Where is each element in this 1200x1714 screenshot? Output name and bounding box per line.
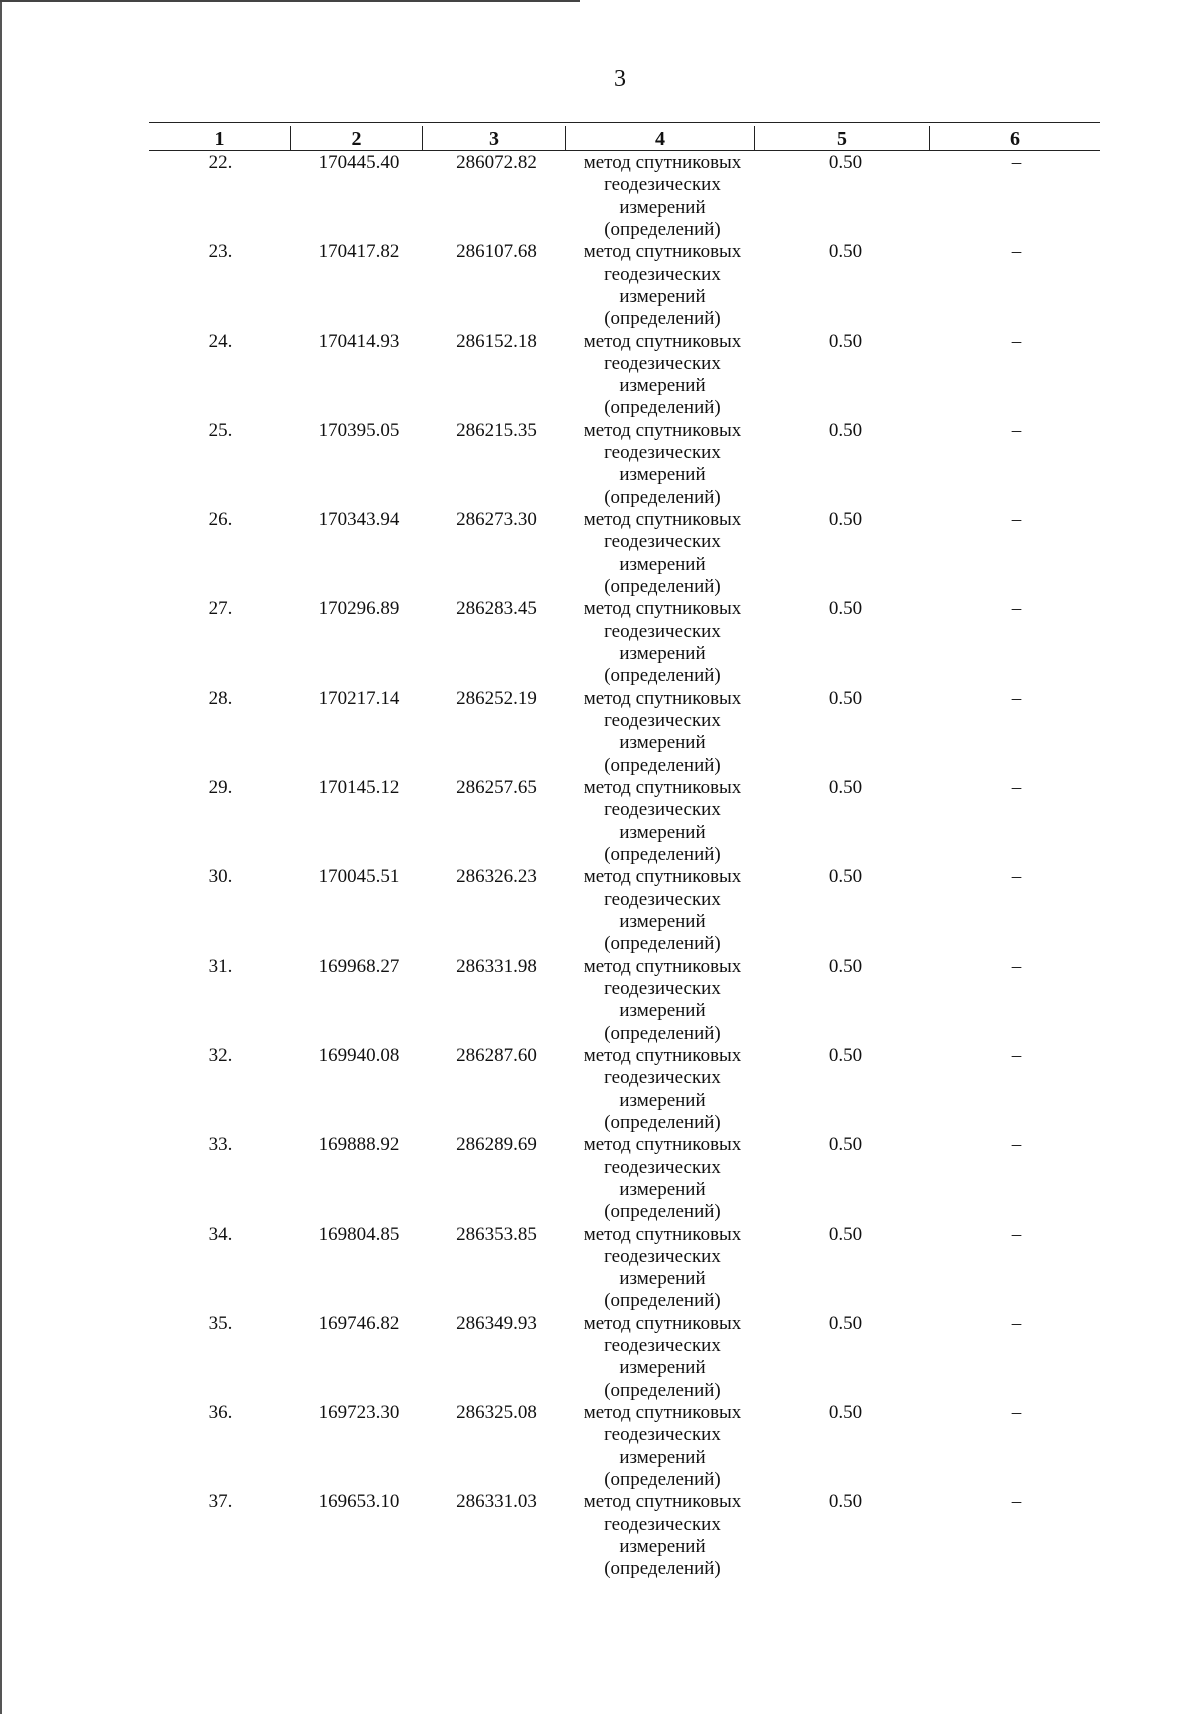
x-coordinate-cell: 169746.82	[318, 1312, 400, 1334]
point-number-cell: 22.	[208, 152, 233, 173]
point-number-cell: 34.	[208, 1223, 233, 1245]
method-line: геодезических	[604, 1245, 721, 1267]
x-coordinate-cell: 169888.92	[318, 1134, 400, 1156]
x-coordinate-cell: 170296.89	[318, 598, 400, 620]
method-line: измерений	[619, 1446, 706, 1468]
method-line: измерений	[619, 732, 706, 754]
accuracy-cell: 0.50	[828, 687, 863, 709]
method-line: (определений)	[604, 1201, 721, 1223]
table-row	[149, 509, 1100, 598]
y-coordinate-cell: 286287.60	[456, 1044, 537, 1066]
note-cell: –	[1011, 1402, 1022, 1424]
method-line: метод спутниковых	[583, 241, 742, 263]
table-body	[149, 152, 1100, 1581]
x-coordinate-cell: 169653.10	[318, 1491, 400, 1513]
method-line: (определений)	[604, 1558, 721, 1580]
header-col-1: 1	[214, 128, 225, 150]
x-coordinate-cell: 169940.08	[318, 1044, 400, 1066]
note-cell: –	[1011, 1044, 1022, 1066]
accuracy-cell: 0.50	[828, 1491, 863, 1513]
header-col-5: 5	[754, 126, 929, 150]
method-line: геодезических	[604, 352, 721, 374]
method-cell	[565, 1491, 754, 1580]
method-line: измерений	[619, 1357, 706, 1379]
note-cell: –	[1011, 1223, 1022, 1245]
method-line: метод спутниковых	[583, 1044, 742, 1066]
method-line: (определений)	[604, 576, 721, 598]
table-row	[149, 1224, 1100, 1313]
accuracy-cell: 0.50	[828, 509, 863, 531]
x-coordinate-cell: 170414.93	[318, 330, 400, 352]
note-cell: –	[1011, 419, 1022, 441]
method-line: метод спутниковых	[583, 509, 742, 531]
y-coordinate-cell: 286326.23	[456, 866, 537, 888]
accuracy-cell: 0.50	[828, 1312, 863, 1334]
y-coordinate-cell: 286252.19	[456, 687, 537, 709]
table-row	[149, 1313, 1100, 1402]
accuracy-cell: 0.50	[828, 152, 863, 173]
method-line: метод спутниковых	[583, 866, 742, 888]
method-line: геодезических	[604, 263, 721, 285]
method-line: (определений)	[604, 1290, 721, 1312]
x-coordinate-cell: 169723.30	[318, 1402, 400, 1424]
y-coordinate-cell: 286331.98	[456, 955, 537, 977]
method-line: геодезических	[604, 531, 721, 553]
note-cell: –	[1011, 777, 1022, 799]
point-number-cell: 30.	[208, 866, 233, 888]
method-line: (определений)	[604, 1469, 721, 1491]
page-number: 3	[614, 66, 626, 92]
method-cell	[565, 777, 754, 866]
method-line: геодезических	[604, 442, 721, 464]
x-coordinate-cell: 170217.14	[318, 687, 400, 709]
point-number-cell: 32.	[208, 1044, 233, 1066]
method-line: измерений	[619, 643, 706, 665]
method-cell	[565, 1402, 754, 1491]
table-row	[149, 956, 1100, 1045]
table-row	[149, 1134, 1100, 1223]
y-coordinate-cell: 286072.82	[456, 152, 537, 173]
method-cell	[565, 420, 754, 509]
note-cell: –	[1011, 241, 1022, 263]
table-row	[149, 1045, 1100, 1134]
accuracy-cell: 0.50	[828, 955, 863, 977]
method-line: измерений	[619, 910, 706, 932]
method-line: метод спутниковых	[583, 1402, 742, 1424]
accuracy-cell: 0.50	[828, 777, 863, 799]
method-line: измерений	[619, 375, 706, 397]
method-line: (определений)	[604, 1379, 721, 1401]
point-number-cell: 31.	[208, 955, 233, 977]
method-cell	[565, 152, 754, 241]
note-cell: –	[1011, 955, 1022, 977]
x-coordinate-cell: 170395.05	[318, 419, 400, 441]
note-cell: –	[1011, 687, 1022, 709]
method-line: измерений	[619, 1268, 706, 1290]
method-cell	[565, 509, 754, 598]
method-line: метод спутниковых	[583, 152, 742, 173]
method-cell	[565, 1224, 754, 1313]
method-cell	[565, 866, 754, 955]
y-coordinate-cell: 286215.35	[456, 419, 537, 441]
method-line: геодезических	[604, 977, 721, 999]
method-line: (определений)	[604, 308, 721, 330]
note-cell: –	[1011, 1312, 1022, 1334]
method-line: метод спутниковых	[583, 1312, 742, 1334]
x-coordinate-cell: 170417.82	[318, 241, 400, 263]
header-col-4: 4	[565, 126, 754, 150]
point-number-cell: 28.	[208, 687, 233, 709]
method-line: метод спутниковых	[583, 1491, 742, 1513]
method-line: (определений)	[604, 1111, 721, 1133]
method-line: метод спутниковых	[583, 330, 742, 352]
method-line: метод спутниковых	[583, 777, 742, 799]
method-line: геодезических	[604, 1156, 721, 1178]
header-col-3: 3	[422, 126, 565, 150]
method-line: геодезических	[604, 1424, 721, 1446]
method-line: метод спутниковых	[583, 419, 742, 441]
point-number-cell: 36.	[208, 1402, 233, 1424]
point-number-cell: 26.	[208, 509, 233, 531]
accuracy-cell: 0.50	[828, 1044, 863, 1066]
method-line: измерений	[619, 464, 706, 486]
table-top-rule	[149, 122, 1100, 123]
scan-edge-left	[0, 0, 2, 1714]
y-coordinate-cell: 286273.30	[456, 509, 537, 531]
accuracy-cell: 0.50	[828, 419, 863, 441]
accuracy-cell: 0.50	[828, 1223, 863, 1245]
note-cell: –	[1011, 1134, 1022, 1156]
table-row	[149, 241, 1100, 330]
note-cell: –	[1011, 598, 1022, 620]
note-cell: –	[1011, 509, 1022, 531]
method-cell	[565, 1313, 754, 1402]
method-cell	[565, 1134, 754, 1223]
method-line: (определений)	[604, 486, 721, 508]
method-line: геодезических	[604, 1513, 721, 1535]
scan-edge-top	[0, 0, 580, 2]
method-line: измерений	[619, 1536, 706, 1558]
method-line: геодезических	[604, 799, 721, 821]
table-row	[149, 1491, 1100, 1580]
table-row	[149, 688, 1100, 777]
x-coordinate-cell: 170445.40	[318, 152, 400, 173]
note-cell: –	[1011, 866, 1022, 888]
point-number-cell: 24.	[208, 330, 233, 352]
method-cell	[565, 598, 754, 687]
method-cell	[565, 331, 754, 420]
accuracy-cell: 0.50	[828, 866, 863, 888]
method-line: измерений	[619, 821, 706, 843]
method-cell	[565, 688, 754, 777]
method-cell	[565, 241, 754, 330]
x-coordinate-cell: 170045.51	[318, 866, 400, 888]
method-line: геодезических	[604, 710, 721, 732]
method-line: (определений)	[604, 843, 721, 865]
accuracy-cell: 0.50	[828, 241, 863, 263]
header-col-2: 2	[290, 126, 422, 150]
y-coordinate-cell: 286325.08	[456, 1402, 537, 1424]
method-line: метод спутниковых	[583, 955, 742, 977]
method-cell	[565, 1045, 754, 1134]
x-coordinate-cell: 170145.12	[318, 777, 400, 799]
table-header-row	[149, 126, 1100, 151]
method-line: измерений	[619, 1178, 706, 1200]
point-number-cell: 25.	[208, 419, 233, 441]
point-number-cell: 29.	[208, 777, 233, 799]
point-number-cell: 23.	[208, 241, 233, 263]
accuracy-cell: 0.50	[828, 1402, 863, 1424]
method-line: геодезических	[604, 888, 721, 910]
y-coordinate-cell: 286152.18	[456, 330, 537, 352]
point-number-cell: 37.	[208, 1491, 233, 1513]
method-line: (определений)	[604, 397, 721, 419]
table-row	[149, 1402, 1100, 1491]
y-coordinate-cell: 286107.68	[456, 241, 537, 263]
method-line: (определений)	[604, 933, 721, 955]
point-number-cell: 35.	[208, 1312, 233, 1334]
note-cell: –	[1011, 1491, 1022, 1513]
point-number-cell: 33.	[208, 1134, 233, 1156]
method-line: измерений	[619, 285, 706, 307]
table-row	[149, 866, 1100, 955]
method-line: (определений)	[604, 1022, 721, 1044]
y-coordinate-cell: 286353.85	[456, 1223, 537, 1245]
method-line: геодезических	[604, 1067, 721, 1089]
x-coordinate-cell: 169804.85	[318, 1223, 400, 1245]
y-coordinate-cell: 286257.65	[456, 777, 537, 799]
note-cell: –	[1011, 330, 1022, 352]
note-cell: –	[1011, 152, 1022, 173]
method-line: (определений)	[604, 665, 721, 687]
x-coordinate-cell: 170343.94	[318, 509, 400, 531]
table-row	[149, 777, 1100, 866]
y-coordinate-cell: 286349.93	[456, 1312, 537, 1334]
method-line: (определений)	[604, 218, 721, 240]
y-coordinate-cell: 286283.45	[456, 598, 537, 620]
method-line: метод спутниковых	[583, 1134, 742, 1156]
method-line: измерений	[619, 196, 706, 218]
method-line: геодезических	[604, 620, 721, 642]
accuracy-cell: 0.50	[828, 330, 863, 352]
table-row	[149, 152, 1100, 241]
x-coordinate-cell: 169968.27	[318, 955, 400, 977]
method-line: измерений	[619, 1000, 706, 1022]
method-line: измерений	[619, 553, 706, 575]
y-coordinate-cell: 286289.69	[456, 1134, 537, 1156]
method-line: измерений	[619, 1089, 706, 1111]
y-coordinate-cell: 286331.03	[456, 1491, 537, 1513]
table-row	[149, 420, 1100, 509]
method-line: метод спутниковых	[583, 687, 742, 709]
method-line: метод спутниковых	[583, 598, 742, 620]
method-line: геодезических	[604, 1335, 721, 1357]
table-row	[149, 598, 1100, 687]
method-line: метод спутниковых	[583, 1223, 742, 1245]
accuracy-cell: 0.50	[828, 1134, 863, 1156]
header-col-6: 6	[929, 126, 1100, 150]
method-line: геодезических	[604, 174, 721, 196]
method-cell	[565, 956, 754, 1045]
method-line: (определений)	[604, 754, 721, 776]
accuracy-cell: 0.50	[828, 598, 863, 620]
point-number-cell: 27.	[208, 598, 233, 620]
table-row	[149, 331, 1100, 420]
